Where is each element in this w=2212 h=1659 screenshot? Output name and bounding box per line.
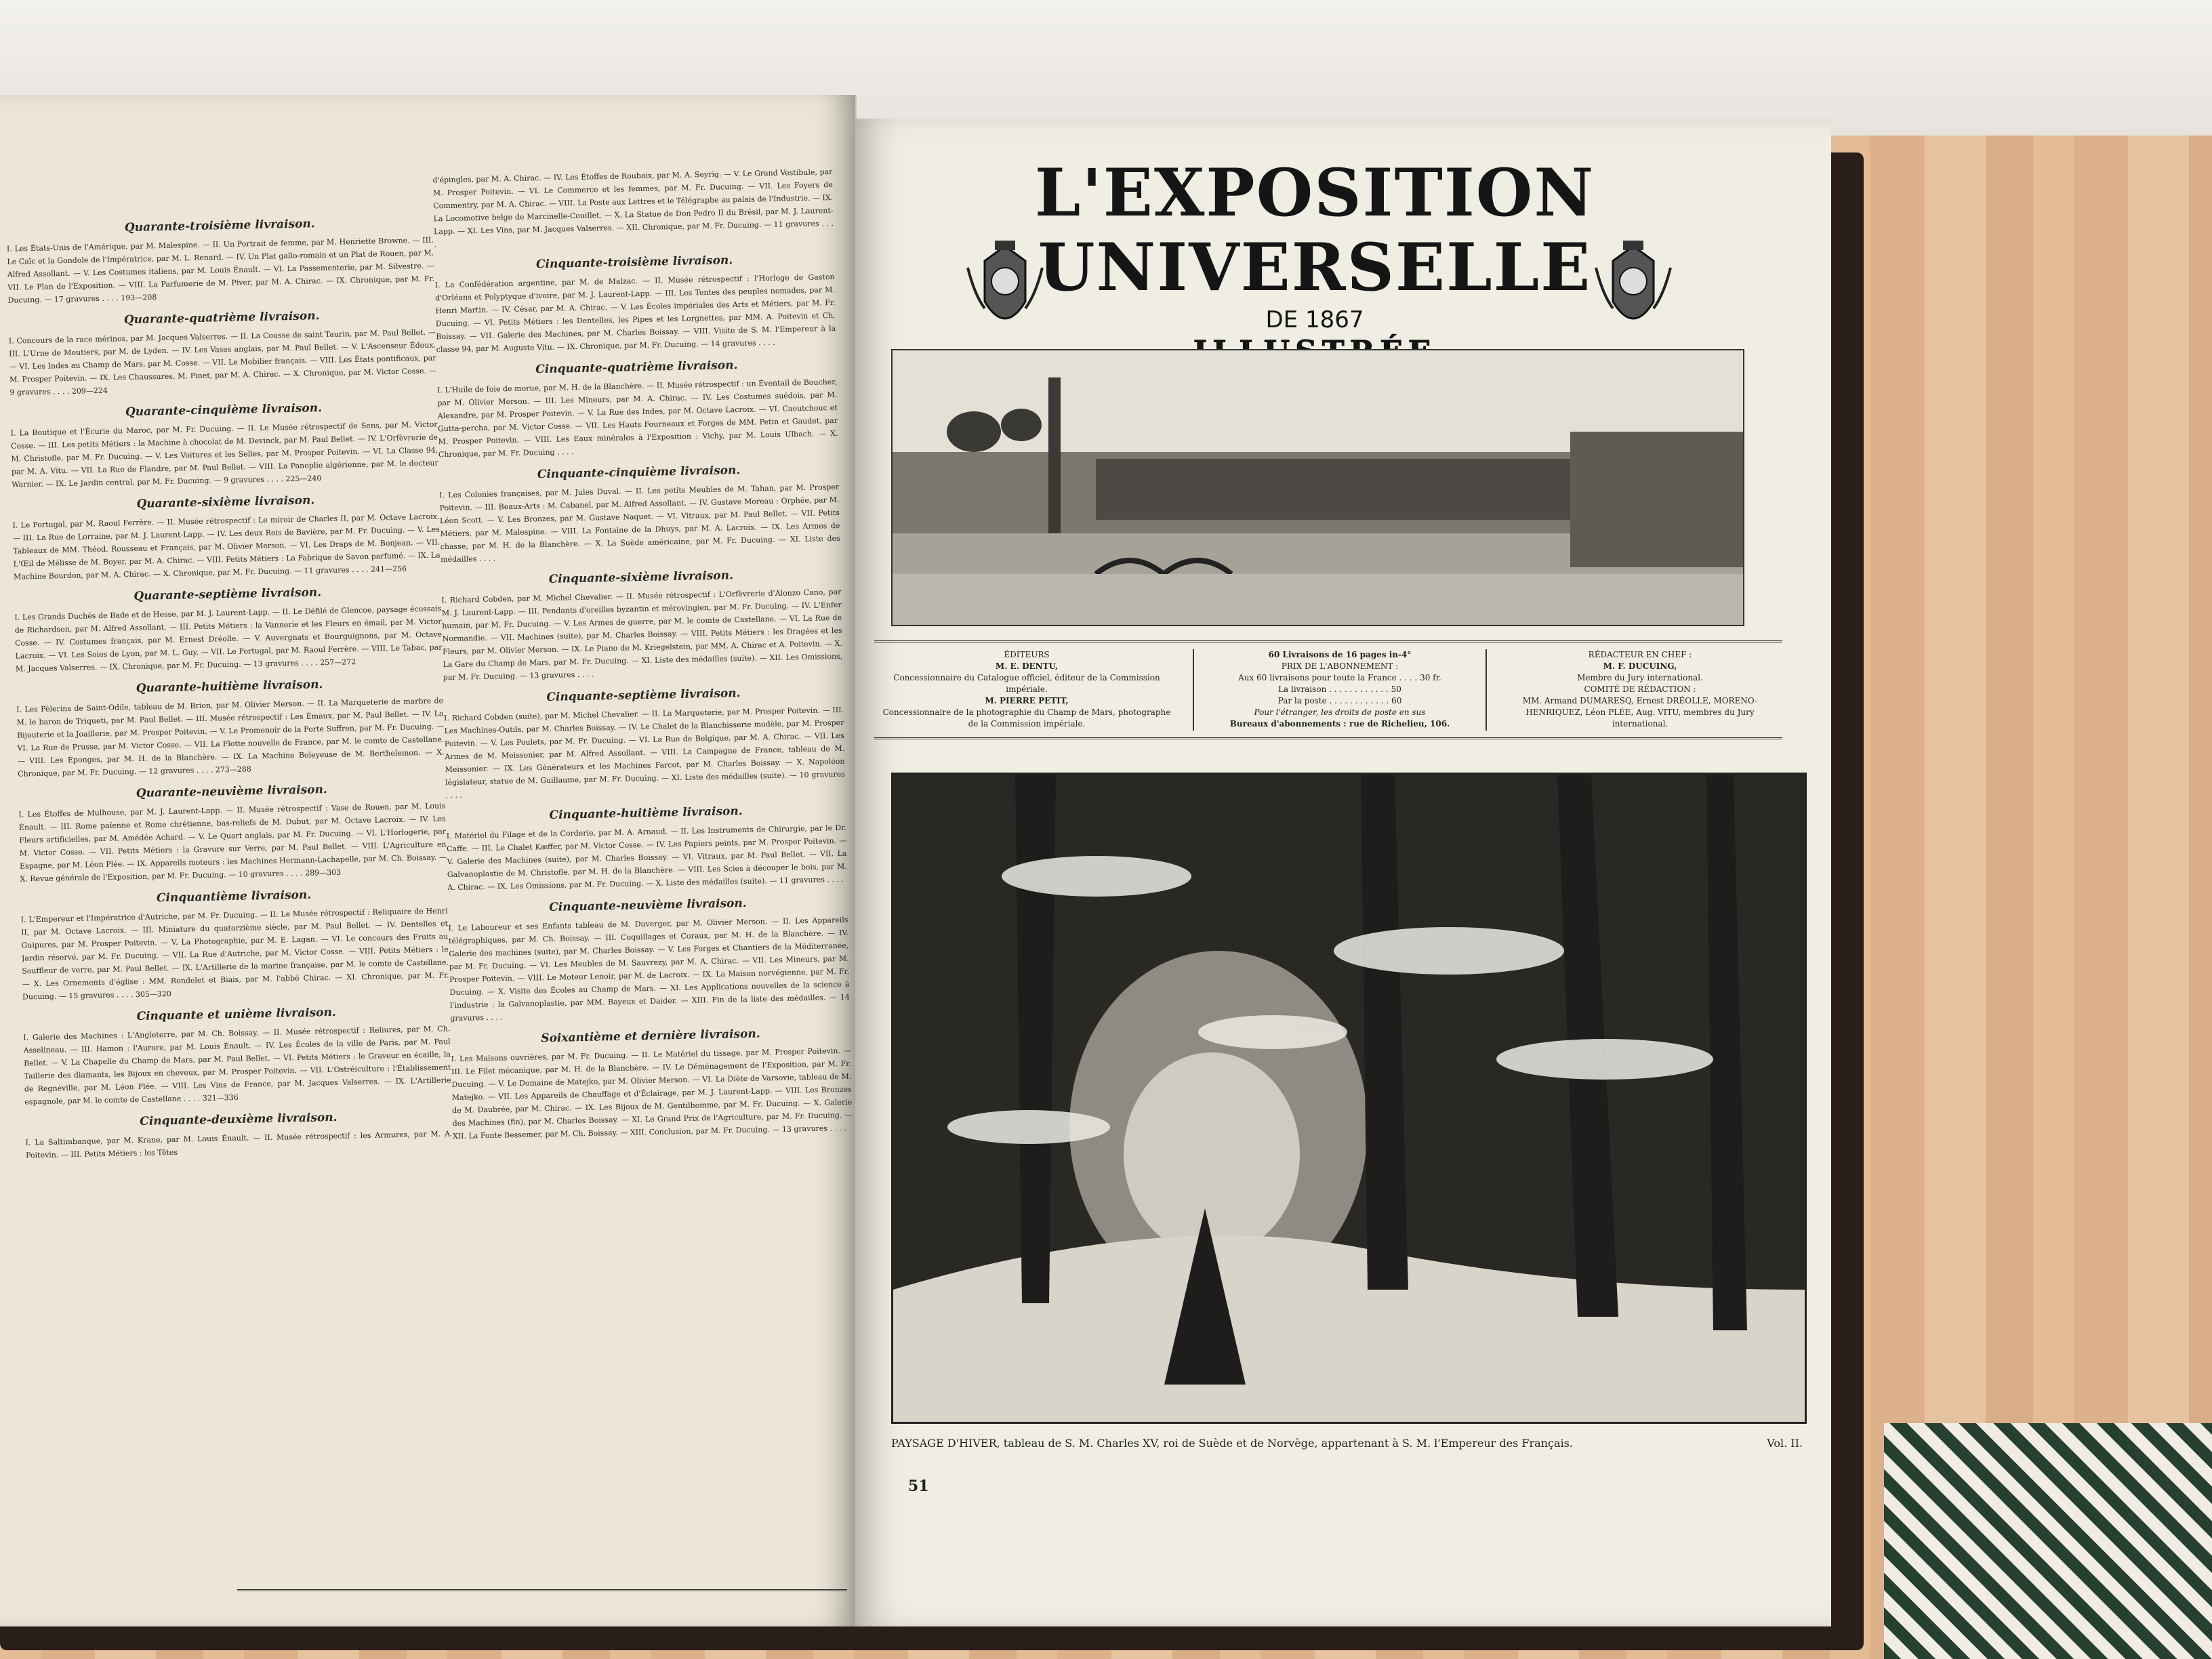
price-1: Aux 60 livraisons pour toute la France . . . . 30 fr. xyxy=(1238,673,1441,682)
livraison-heading: Cinquante-quatrième livraison. xyxy=(535,359,738,377)
publication-info-bar xyxy=(874,640,1782,739)
publishers-heading: ÉDITEURS xyxy=(1004,650,1050,659)
caption-text: PAYSAGE D'HIVER, tableau de S. M. Charles XV, roi de Suède et de Norvège, appartenant à S. M. l'Empereur des Français. xyxy=(891,1437,1573,1450)
left-page-column-1 xyxy=(6,206,462,1584)
livraison-contents: I. Les États-Unis de l'Amérique, par M. Malespine. — II. Un Portrait de femme, par M. Henriette Browne. — III. Le Caïc et la Gondole de l'Impératrice, par M. L. Renard. — IV. Un Plat gallo-romain et un Plat de Rouen, par M. Alfred Assollant. — V. Les Costumes italiens, par M. Louis Énault. — VI. La Passementerie, par M. Silvestre. — VII. Le Plan de l'Exposition. — VIII. La Parfumerie de M. Piver, par M. A. Chirac. — IX. Chronique, par M. Fr. Ducuing. — 17 gravures . . . . 193—208 xyxy=(6,235,435,305)
rug xyxy=(1884,1423,2212,1659)
livraison-heading: Quarante-septième livraison. xyxy=(134,586,322,603)
right-crest-icon xyxy=(1589,241,1677,342)
publisher-2-desc: Concessionnaire de la photographie du Champ de Mars, photographe de la Commission impériale. xyxy=(882,708,1171,729)
livraison-contents: I. Richard Cobden (suite), par M. Michel Chevalier. — II. La Marqueterie, par M. Prosper Poitevin. — III. Les Machines-Outils, par M. Charles Boissay. — IV. Le Chalet de la Blanchisserie modèle, par M. Prosper Poitevin. — V. Les Poulets, par M. Fr. Ducuing. — VI. La Rue de Belgique, par M. A. Chirac. — VII. Les Armes de M. Meissonier, par M. Alfred Assollant. — VIII. La Campagne de France, tableau de M. Meissonier. — IX. Les Générateurs et les Machines Farcot, par M. Charles Boissay. — X. Napoléon législateur, statue de M. Guillaume, par M. Fr. Ducuing. — XI. Liste des médailles (suite). — 10 gravures . . . . xyxy=(443,705,846,800)
livraison-heading: Quarante-cinquième livraison. xyxy=(125,401,323,419)
winter-landscape-engraving xyxy=(891,773,1807,1424)
publisher-2: M. PIERRE PETIT, xyxy=(985,696,1069,705)
livraison-heading: Soixantième et dernière livraison. xyxy=(541,1027,760,1046)
editor-desc: Membre du Jury international. xyxy=(1577,673,1703,682)
livraison-contents: I. Galerie des Machines : L'Angleterre, par M. Ch. Boissay. — II. Musée rétrospectif : Reliures, par M. Ch. Asselineau. — III. Hamon : l'Aurore, par M. Louis Énault. — IV. Les Écoles de la ville de Paris, par M. Paul Bellet. — V. La Chapelle du Champ de Mars, par M. Paul Bellet. — VI. Petits Métiers : le Graveur en écaille, la Taillerie des diamants, les Bijoux en cheveux, par M. Prosper Poitevin. — VII. L'Ostréiculture : l'Établissement de Regnéville, par M. Léon Plée. — VIII. Les Vins de France, par M. Jacques Valserres. — IX. L'Artillerie espagnole, par M. le comte de Castellane . . . . 321—336 xyxy=(23,1024,451,1107)
livraison-contents: I. Matériel du Filage et de la Corderie, par M. A. Arnaud. — II. Les Instruments de Chirurgie, par le Dr. Caffe. — III. Le Chalet Kæffer, par M. Victor Cosse. — IV. Les Papiers peints, par M. Prosper Poitevin. — V. Galerie des Machines (suite), par M. Charles Boissay. — VI. Vitraux, par M. Paul Bellet. — VII. La Galvanoplastie de M. Christofle, par M. H. de la Blanchère. — VIII. Les Scies à découper le bois, par M. A. Chirac. — IX. Les Omissions, par M. Fr. Ducuing. — X. Liste des médailles (suite). — 11 gravures . . . . xyxy=(446,823,847,893)
left-page-column-2 xyxy=(432,165,861,1583)
livraison-heading: Quarante-quatrième livraison. xyxy=(123,309,320,327)
livraison-contents: I. Concours de la race mérinos, par M. Jacques Valserres. — II. La Cousse de saint Taurin, par M. Paul Bellet. — III. L'Urne de Moutiers, par M. de Lyden. — IV. Les Vases anglais, par M. Paul Bellet. — V. L'Ascenseur Édoux. — VI. Les Indes au Champ de Mars, par M. Cosse. — VII. Le Mobilier français. — VIII. Les États pontificaux, par M. Prosper Poitevin. — IX. Les Chaussures, M. Pinet, par M. A. Chirac. — X. Chronique, par M. Victor Cosse. — 9 gravures . . . . 209—224 xyxy=(8,327,437,397)
left-page xyxy=(0,95,857,1626)
volume-label: Vol. II. xyxy=(1767,1437,1803,1450)
editor-name: M. F. DUCUING, xyxy=(1603,661,1677,671)
committee-heading: COMITÉ DE RÉDACTION : xyxy=(1584,684,1696,694)
livraison-heading: Cinquante-septième livraison. xyxy=(546,687,741,705)
livraison-heading: Cinquante-huitième livraison. xyxy=(549,804,743,823)
livraison-heading: Quarante-troisième livraison. xyxy=(124,217,315,235)
livraison-contents: I. Le Laboureur et ses Enfants tableau de M. Duverger, par M. Olivier Merson. — II. Les Appareils télégraphiques, par M. Ch. Boissay. — III. Coquillages et Coraux, par M. H. de la Blanchère. — IV. Galerie des machines (suite), par M. Charles Boissay. — V. Les Forges et Chantiers de la Méditerranée, par M. Fr. Ducuing. — VI. Les Meubles de M. Sauvrezy, par M. A. Chirac. — VII. Les Mineurs, par M. Prosper Poitevin. — VIII. Le Moteur Lenoir, par M. de Lacroix. — IX. La Maison norvégienne, par M. Fr. Ducuing. — X. Visite des Écoles au Champ de Mars. — XI. Les Applications nouvelles de la science à l'industrie : la Galvanoplastie, par MM. Bayeux et Daider. — XIII. Fin de la liste des médailles. — 14 gravures . . . . xyxy=(448,915,850,1023)
publisher-1: M. E. DENTU, xyxy=(995,661,1059,671)
livraison-heading: Quarante-sixième livraison. xyxy=(136,493,315,511)
subscription-heading: 60 Livraisons de 16 pages in-4° xyxy=(1268,650,1412,659)
livraison-contents: I. Les Colonies françaises, par M. Jules Duval. — II. Les petits Meubles de M. Tahan, par M. Prosper Poitevin. — III. Beaux-Arts : M. Cabanel, par M. Alfred Assollant. — IV. Gustave Moreau : Orphée, par M. Léon Scott. — V. Les Bronzes, par M. Gustave Naquet. — VI. Vitraux, par M. Paul Bellet. — VII. Petits Métiers, par M. Malespine. — VIII. La Fontaine de la Dhuys, par M. A. Lacroix. — IX. Les Armes de chasse, par M. H. de la Blanchère. — X. La Suède américaine, par M. Fr. Ducuing. — XI. Liste des médailles . . . . xyxy=(439,482,840,565)
page-number: 51 xyxy=(908,1477,929,1495)
livraison-contents: I. Les Pèlerins de Saint-Odile, tableau de M. Brion, par M. Olivier Merson. — II. La Marqueterie de marbre de M. le baron de Triqueti, par M. Paul Bellet. — III. Musée rétrospectif : Les Émaux, par M. Paul Bellet. — IV. La Bijouterie et la Joaillerie, par M. Prosper Poitevin. — V. Le Promenoir de la Porte Suffren, par M. Fr. Ducuing. — VI. La Rue de Prusse, par M. Victor Cosse. — VII. La Flotte nouvelle de France, par M. le comte de Castellane. — VIII. Les Éponges, par M. H. de la Blanchère. — IX. La Machine Boleyeuse de M. Berthelemon. — X. Chronique, par M. Fr. Ducuing. — 12 gravures . . . . 273—288 xyxy=(16,696,445,779)
engraving-caption xyxy=(891,1437,1803,1450)
livraison-contents: I. Les Grands Duchés de Bade et de Hesse, par M. J. Laurent-Lapp. — II. Le Défilé de Glencoe, paysage écossais de Richardson, par M. Alfred Assollant. — III. Petits Métiers : la Vannerie et les Fleurs en émail, par M. Victor Cosse. — IV. Costumes français, par M. Ernest Dréolle. — V. Auvergnats et Bourguignons, par M. Octave Lacroix. — VI. Les Soies de Lyon, par M. L. Guy. — VII. Le Portugal, par M. Raoul Ferrère. — VIII. Le Tabac, par M. Jacques Valserres. — IX. Chronique, par M. Fr. Ducuing. — 13 gravures . . . . 257—272 xyxy=(14,604,443,674)
livraison-contents: I. La Boutique et l'Écurie du Maroc, par M. Fr. Ducuing. — II. Le Musée rétrospectif de Sens, par M. Victor Cosse. — III. Les petits Métiers : la Machine à chocolat de M. Devinck, par M. Paul Bellet. — IV. L'Orfèvrerie de M. Christofle, par M. Fr. Ducuing. — V. Les Voitures et les Selles, par M. Prosper Poitevin. — VI. La Classe 94, par M. A. Vitu. — VII. La Rue de Flandre, par M. Paul Bellet. — VIII. La Panoplie algérienne, par M. le docteur Warnier. — IX. Le Jardin central, par M. Fr. Ducuing. — 9 gravures . . . . 225—240 xyxy=(10,419,438,489)
livraison-contents: I. La Saltimbanque, par M. Krane, par M. Louis Énault. — II. Musée rétrospectif : les Armures, par M. A. Poitevin. — III. Petits Métiers : les Têtes xyxy=(25,1129,453,1160)
livraison-heading: Cinquante-cinquième livraison. xyxy=(537,463,741,482)
livraison-contents: I. Richard Cobden, par M. Michel Chevalier. — II. Musée rétrospectif : L'Orfèvrerie d'Alonzo Cano, par M. J. Laurent-Lapp. — III. Pendants d'oreilles byzantin et mérovingien, par M. Fr. Ducuing. — IV. L'Enfer humain, par M. Fr. Ducuing. — V. Les Armes de guerre, par M. le comte de Castellane. — VI. La Rue de Normandie. — VII. Machines (suite), par M. Charles Boissay. — VIII. Petits Métiers : les Dragées et les Fleurs, par M. Olivier Merson. — IX. Le Piano de M. Kriegelstein, par MM. A. Chirac et A. Poitevin. — X. La Gare du Champ de Mars, par M. Fr. Ducuing. — XI. Liste des médailles (suite). — XII. Les Omissions, par M. Fr. Ducuing. — 13 gravures . . . . xyxy=(441,587,843,682)
livraison-heading: Quarante-huitième livraison. xyxy=(136,678,323,695)
foreign-note: Pour l'étranger, les droits de poste en sus xyxy=(1254,708,1426,717)
masthead-title: L'EXPOSITION UNIVERSELLE xyxy=(1034,155,1595,306)
livraison-contents: I. Le Portugal, par M. Raoul Ferrère. — II. Musée rétrospectif : Le miroir de Charles II, par M. Octave Lacroix. — III. La Rue de Lorraine, par M. J. Laurent-Lapp. — IV. Les deux Rois de Bavière, par M. Fr. Ducuing. — V. Les Tableaux de MM. Théod. Rousseau et Français, par M. Olivier Merson. — VI. Les Draps de M. Bonjean. — VII. L'Œil de Mélisse de M. Boyer, par M. A. Chirac. — VIII. Petits Métiers : La Fabrique de Savon parfumé. — IX. La Machine Bourdon, par M. A. Chirac. — X. Chronique, par M. Fr. Ducuing. — 11 gravures . . . . 241—256 xyxy=(12,512,441,581)
livraison-heading: Cinquante-neuvième livraison. xyxy=(549,896,747,915)
committee-members: MM. Armand DUMARESQ, Ernest DRÉOLLE, MORENO-HENRIQUEZ, Léon PLÉE, Aug. VITU, membres du Jury international. xyxy=(1522,696,1758,729)
office-address: Bureaux d'abonnements : rue de Richelieu, 106. xyxy=(1229,719,1450,729)
livraison-heading: Cinquante-sixième livraison. xyxy=(548,569,734,586)
price-3: Par la poste . . . . . . . . . . . . 60 xyxy=(1277,696,1402,705)
livraison-contents: I. La Confédération argentine, par M. de Malzac. — II. Musée rétrospectif : l'Horloge de Gaston d'Orléans et Polyptyque d'ivoire, par M. J. Laurent-Lapp. — III. Les Tentes des peuples nomades, par M. Henri Martin. — IV. César, par M. A. Chirac. — V. Les Écoles impériales des Arts et Métiers, par M. Fr. Ducuing. — VI. Petits Métiers : les Dentelles, les Pipes et les Lorgnettes, par MM. A. Poitevin et Ch. Boissay. — VII. Galerie des Machines, par M. Charles Boissay. — VIII. Visite de S. M. l'Empereur à la classe 94, par M. Auguste Vitu. — IX. Chronique, par M. Fr. Ducuing. — 14 gravures . . . . xyxy=(434,272,836,354)
livraison-heading: Quarante-neuvième livraison. xyxy=(136,783,328,800)
livraison-contents: I. L'Huile de foie de morue, par M. H. de la Blanchère. — II. Musée rétrospectif : un Éventail de Boucher, par M. Olivier Merson. — III. Les Mineurs, par M. A. Chirac. — IV. Les Costumes suédois, par M. Alexandre, par M. Prosper Poitevin. — V. La Rue des Indes, par M. Octave Lacroix. — VI. Caoutchouc et Gutta-percha, par M. Victor Cosse. — VII. Les Hauts Fourneaux et Forges de MM. Petin et Gaudet, par M. Prosper Poitevin. — VIII. Les Eaux minérales à l'Exposition : Vichy, par M. Louis Ulbach. — X. Chronique, par M. Fr. Ducuing . . . . xyxy=(436,377,838,459)
livraison-heading: Cinquantième livraison. xyxy=(156,888,312,905)
masthead-year: DE 1867 xyxy=(1265,306,1364,333)
livraison-heading: Cinquante et unième livraison. xyxy=(136,1005,337,1024)
livraison-contents: d'épingles, par M. A. Chirac. — IV. Les Étoffes de Roubaix, par M. A. Seyrig. — V. Le Grand Vestibule, par M. Prosper Poitevin. — VI. Le Commerce et les femmes, par M. Fr. Ducuing. — VII. Les Foyers de Commentry, par M. A. Chirac. — VIII. La Poste aux Lettres et le Télégraphe au palais de l'Industrie. — IX. La Locomotive belge de Marcinelle-Couillet. — X. La Statue de Don Pedro II du Brésil, par M. J. Laurent-Lapp. — XI. Les Vins, par M. Jacques Valserres. — XII. Chronique, par M. Fr. Ducuing. — 11 gravures . . . . xyxy=(432,167,834,249)
left-page-rule xyxy=(237,1589,847,1591)
livraison-heading: Cinquante-deuxième livraison. xyxy=(140,1110,337,1128)
livraison-contents: I. L'Empereur et l'Impératrice d'Autriche, par M. Fr. Ducuing. — II. Le Musée rétrospectif : Reliquaire de Henri II, par M. Octave Lacroix. — III. Miniature du quatorzième siècle, par M. Paul Bellet. — IV. Dentelles et Guipures, par M. Prosper Poitevin. — V. La Photographie, par M. E. Lagan. — VI. Le concours des Fruits au Jardin réservé, par M. Fr. Ducuing. — VII. La Rue d'Autriche, par M. Victor Cosse. — VIII. Petits Métiers : le Souffleur de verre, par M. Paul Bellet. — IX. L'Artillerie de la marine française, par M. le comte de Castellane. — X. Les Ornements d'église : MM. Rondelet et Biais, par M. l'abbé Chirac. — XI. Chronique, par M. Fr. Ducuing. — 15 gravures . . . . 305—320 xyxy=(20,906,449,1002)
left-crest-icon xyxy=(961,241,1049,342)
subscription-sub: PRIX DE L'ABONNEMENT : xyxy=(1281,661,1399,671)
exposition-panorama-engraving xyxy=(891,349,1744,626)
livraison-heading: Cinquante-troisième livraison. xyxy=(535,253,733,272)
livraison-contents: I. Les Étoffes de Mulhouse, par M. J. Laurent-Lapp. — II. Musée rétrospectif : Vase de Rouen, par M. Louis Énault. — III. Rome païenne et Rome chrétienne, bas-reliefs de M. Dubut, par M. Octave Lacroix. — IV. Les Fleurs artificielles, par M. Amédée Achard. — V. Le Quart anglais, par M. Fr. Ducuing. — VI. L'Horlogerie, par M. Victor Cosse. — VII. Petits Métiers : la Gravure sur Verre, par M. Paul Bellet. — VIII. L'Agriculture en Espagne, par M. Léon Plée. — IX. Appareils moteurs : les Machines Hermann-Lachapelle, par M. Ch. Boissay. — X. Revue générale de l'Exposition, par M. Fr. Ducuing. — 10 gravures . . . . 289—303 xyxy=(18,801,447,884)
price-2: La livraison . . . . . . . . . . . . 50 xyxy=(1278,684,1401,694)
publisher-1-desc: Concessionnaire du Catalogue officiel, éditeur de la Commission impériale. xyxy=(893,673,1160,694)
editor-heading: RÉDACTEUR EN CHEF : xyxy=(1588,650,1692,659)
livraison-contents: I. Les Maisons ouvrières, par M. Fr. Ducuing. — II. Le Matériel du tissage, par M. Prosper Poitevin. — III. Le Filet mécanique, par M. H. de la Blanchère. — IV. Le Déménagement de l'Exposition, par M. Fr. Ducuing. — V. Le Domaine de Matejko, par M. Olivier Merson. — VI. La Diète de Varsovie, tableau de M. Matejko. — VII. Les Appareils de Chauffage et d'Éclairage, par M. J. Laurent-Lapp. — VIII. Les Bronzes de M. Daubrée, par M. Chirac. — IX. Les Bijoux de M. Gentilhomme, par M. Fr. Ducuing. — X. Galerie des Machines (fin), par M. Charles Boissay. — XI. Le Grand Prix de l'Agriculture, par M. Fr. Ducuing. — XII. La Fonte Bessemer, par M. Ch. Boissay. — XIII. Conclusion, par M. Fr. Ducuing. — 13 gravures . . . . xyxy=(451,1046,853,1141)
